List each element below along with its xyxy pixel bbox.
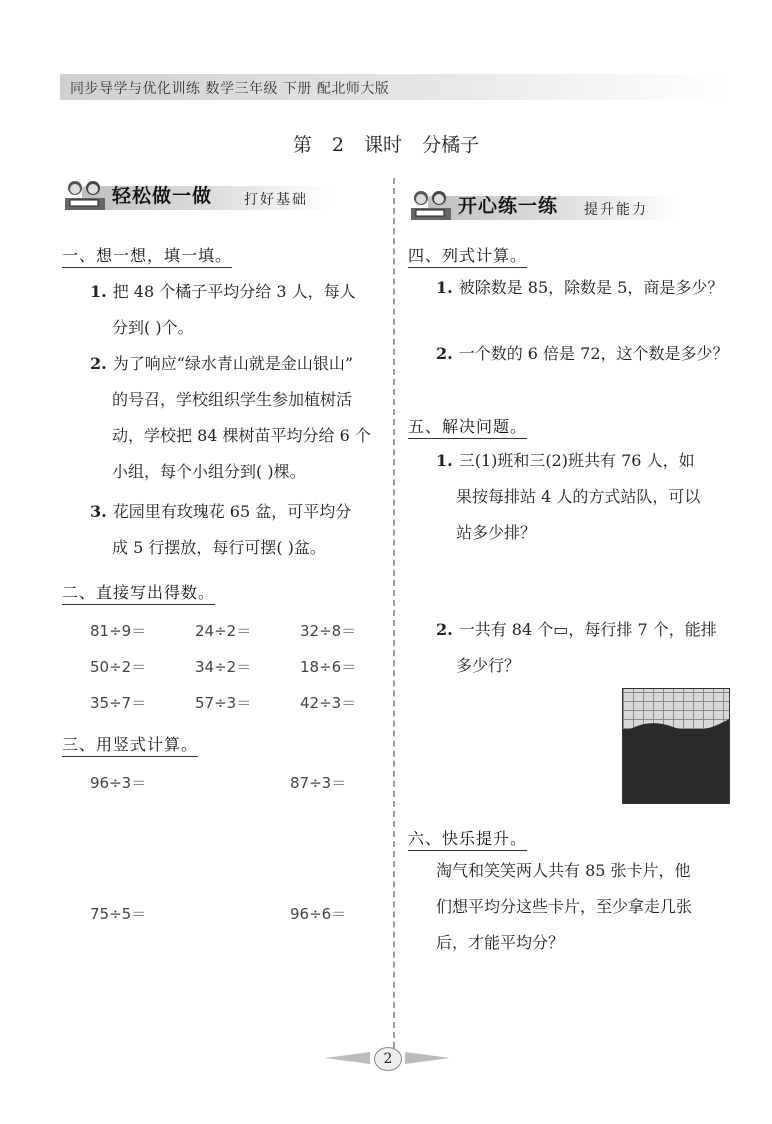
question-number: 3. bbox=[90, 502, 107, 521]
vertical-calc-1: 96÷3＝ bbox=[90, 774, 147, 792]
vertical-calc-2: 87÷3＝ bbox=[290, 774, 347, 792]
banner-title: 开心练一练 bbox=[458, 195, 559, 217]
question-5-2: 2. 一共有 84 个▭，每行排 7 个，能排 多少行？ bbox=[436, 620, 717, 675]
section-heading-3: 三、用竖式计算。 bbox=[62, 732, 198, 757]
section-heading-5: 五、解决问题。 bbox=[408, 414, 527, 439]
question-1-1: 1. 把 48 个橘子平均分给 3 人，每人 分到( )个。 bbox=[90, 282, 356, 337]
question-1-2: 2. 为了响应“绿水青山就是金山银山” 的号召，学校组织学生参加植树活 动，学校把 84 棵树苗平均分给 6 个 小组，每个小组分到( )棵。 bbox=[90, 354, 371, 481]
banner-subtitle: 打好基础 bbox=[244, 192, 308, 208]
children-reading-icon bbox=[62, 178, 110, 214]
banner-title: 轻松做一做 bbox=[112, 185, 213, 207]
question-number: 1. bbox=[436, 278, 453, 297]
oral-calc-1-1: 81÷9＝ bbox=[90, 622, 147, 640]
children-reading-icon bbox=[408, 188, 456, 224]
question-1-3: 3. 花园里有玫瑰花 65 盆，可平均分 成 5 行摆放，每行可摆( )盆。 bbox=[90, 502, 352, 557]
question-number: 2. bbox=[436, 620, 453, 639]
oral-calc-2-2: 34÷2＝ bbox=[195, 658, 252, 676]
section-heading-1: 一、想一想，填一填。 bbox=[62, 243, 232, 268]
question-4-2: 2. 一个数的 6 倍是 72，这个数是多少？ bbox=[436, 344, 729, 363]
right-banner bbox=[408, 188, 728, 222]
vertical-calc-3: 75÷5＝ bbox=[90, 905, 147, 923]
vertical-calc-4: 96÷6＝ bbox=[290, 905, 347, 923]
question-4-1: 1. 被除数是 85，除数是 5，商是多少？ bbox=[436, 278, 724, 297]
question-number: 1. bbox=[90, 282, 107, 301]
lesson-title: 第 2 课时 分橘子 bbox=[292, 134, 480, 156]
question-number: 2. bbox=[90, 354, 107, 373]
question-number: 1. bbox=[436, 451, 453, 470]
question-number: 2. bbox=[436, 344, 453, 363]
question-6: 淘气和笑笑两人共有 85 张卡片，他 们想平均分这些卡片，至少拿走几张 后，才能平均分？ bbox=[436, 861, 693, 952]
section-heading-4: 四、列式计算。 bbox=[408, 243, 527, 268]
oral-calc-2-1: 50÷2＝ bbox=[90, 658, 147, 676]
oral-calc-1-2: 24÷2＝ bbox=[195, 622, 252, 640]
oral-calc-2-3: 18÷6＝ bbox=[300, 658, 357, 676]
oral-calc-3-2: 57÷3＝ bbox=[195, 694, 252, 712]
page-number: 2 bbox=[374, 1047, 402, 1071]
oral-calc-3-3: 42÷3＝ bbox=[300, 694, 357, 712]
item-photo bbox=[622, 688, 730, 804]
section-heading-2: 二、直接写出得数。 bbox=[62, 580, 215, 605]
oral-calc-3-1: 35÷7＝ bbox=[90, 694, 147, 712]
column-divider bbox=[393, 178, 395, 1048]
question-5-1: 1. 三(1)班和三(2)班共有 76 人，如 果按每排站 4 人的方式站队，可以 站多少排？ bbox=[436, 451, 701, 542]
oral-calc-1-3: 32÷8＝ bbox=[300, 622, 357, 640]
photo-shadow-shape bbox=[623, 689, 729, 803]
left-banner bbox=[62, 178, 382, 212]
book-series-title: 同步导学与优化训练 数学三年级 下册 配北师大版 bbox=[70, 81, 390, 97]
section-heading-6: 六、快乐提升。 bbox=[408, 826, 527, 851]
banner-subtitle: 提升能力 bbox=[584, 202, 648, 218]
